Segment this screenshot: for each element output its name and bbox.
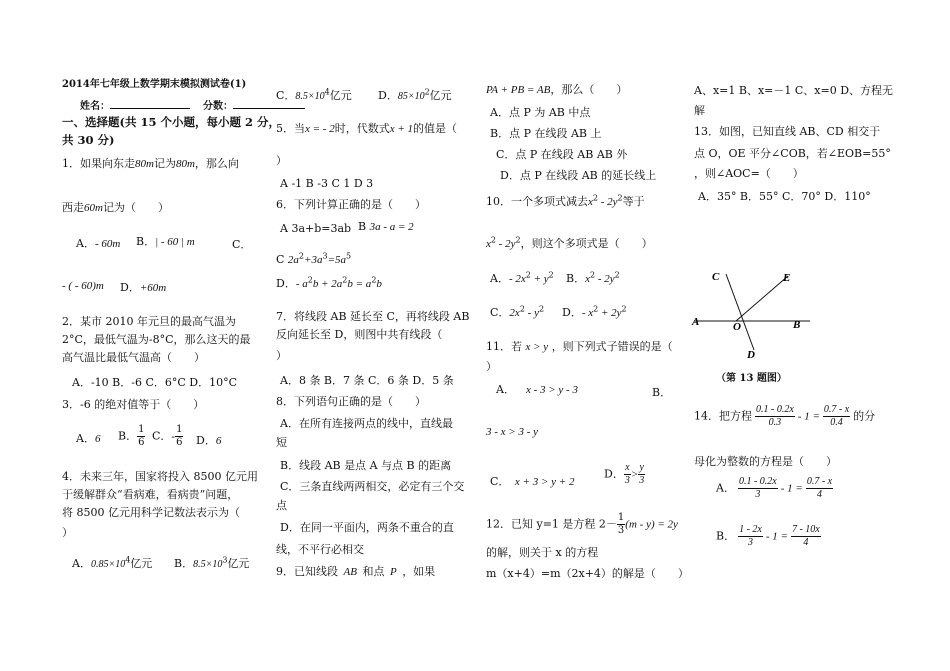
q2-line3: 高气温比最低气温高（ ） [62, 351, 205, 364]
q4-option-d[interactable]: D．$85\times 10^2$亿元 [378, 87, 452, 102]
q14-stem: 14．把方程 $\frac{0.1 - 0.2x}{0.3}$ - 1 = $\frac{0.7 - x}{0.4}$ 的分 [694, 404, 876, 428]
q11-d-fraction-right: $\frac{y}{3}$ [639, 462, 645, 486]
section-title: 一、选择题(共 15 个小题，每小题 2 分， [62, 115, 280, 129]
q12-options[interactable]: A、x=1 B、x=－1 C、x=0 D、方程无 [694, 84, 894, 97]
q1-option-d[interactable]: D．+60m [120, 281, 167, 294]
q13-line1: 13．如图，已知直线 AB、CD 相交于 [694, 125, 881, 138]
point-b-label: B [793, 319, 801, 331]
q8-option-b[interactable]: B．线段 AB 是点 A 与点 B 的距离 [280, 459, 452, 472]
q7-line3: ） [276, 349, 287, 362]
q7-line2: 反向延长至 D，则图中共有线段（ [276, 328, 443, 341]
line-cd [726, 274, 754, 350]
q10-option-a[interactable]: A．- $2x^2 + y^2$ [490, 270, 554, 285]
q1-line1: 1．如果向东走80m记为80m，那么向 [62, 157, 239, 170]
q13-figure [690, 262, 820, 370]
q11-option-c[interactable]: C． x + 3 > y + 2 [490, 475, 575, 488]
name-score-line [80, 98, 305, 114]
point-o-label: O [733, 321, 741, 333]
q1-option-a[interactable]: A．- 60m [76, 237, 121, 250]
score-label: 分数： [202, 101, 233, 112]
q14-fraction-right: $\frac{0.7 - x}{0.4}$ [823, 404, 850, 428]
q13-line3: ，则∠AOC=（ ） [694, 167, 804, 180]
point-d-label: D [747, 349, 755, 361]
q8-option-c[interactable]: C．三条直线两两相交，必定有三个交 [280, 480, 465, 493]
name-label: 姓名： [80, 101, 110, 112]
q6-stem: 6．下列计算正确的是（ ） [276, 198, 426, 211]
q2-line2: 2°C，最低气温为-8°C，那么这天的最 [62, 333, 251, 346]
q3-stem: 3．-6 的绝对值等于（ ） [62, 398, 205, 411]
q14-line2: 母化为整数的方程是（ ） [694, 455, 837, 468]
q4-option-a[interactable]: A．$0.85\times 10^4$亿元 [72, 555, 153, 570]
q6-option-b[interactable]: B 3a - a = 2 [358, 220, 414, 233]
q10-line2: $x^2 - 2y^2$，则这个多项式是（ ） [486, 235, 653, 250]
q1-line2: 西走60m记为（ ） [62, 201, 169, 214]
q13-figure-caption: （第 13 题图） [716, 373, 787, 384]
q12-fraction: $\frac{1}{3}$ [617, 512, 625, 536]
q4-line3: 将 8500 亿元用科学记数法表示为（ [62, 506, 240, 519]
q3-option-c[interactable]: C．- $\frac{1}{6}$ [152, 424, 183, 448]
q4-option-c[interactable]: C．$8.5\times 10^4$亿元 [276, 87, 352, 102]
q13-line2: 点 O，OE 平分∠COB，若∠EOB=55° [694, 147, 891, 160]
q1-option-c-value: - ( - 60)m [62, 280, 104, 292]
exam-title: 2014年七年级上数学期末模拟测试卷(1) [62, 79, 247, 90]
q4-line4: ） [62, 526, 73, 539]
q11-option-d[interactable]: D． $\frac{x}{3}$ > $\frac{y}{3}$ [604, 462, 645, 486]
section-title-cont: 共 30 分) [62, 133, 115, 147]
q6-option-c[interactable]: C $2a^2+3a^3=5a^5$ [276, 251, 352, 266]
q3-option-a[interactable]: A．6 [76, 432, 101, 445]
q8-option-a[interactable]: A．在所有连接两点的线中，直线最 [280, 417, 453, 430]
q11-option-b-value: 3 - x > 3 - y [486, 426, 539, 438]
q9-option-b[interactable]: B．点 P 在线段 AB 上 [490, 127, 602, 140]
q11-option-a[interactable]: A． x - 3 > y - 3 [496, 383, 578, 396]
q9-option-a[interactable]: A．点 P 为 AB 中点 [490, 106, 591, 119]
ray-oe [736, 276, 788, 321]
q4-line2: 于缓解群众“看病难，看病贵”问题， [62, 488, 239, 501]
q12-line3: m（x+4）=m（2x+4）的解是（ ） [486, 567, 689, 580]
q3-option-d[interactable]: D．6 [196, 434, 222, 447]
q8-option-d[interactable]: D．在同一平面内，两条不重合的直 [280, 521, 454, 534]
q8-option-a-cont: 短 [276, 436, 287, 449]
q8-stem: 8．下列语句正确的是（ ） [276, 395, 426, 408]
q10-option-d[interactable]: D．- $x^2 + 2y^2$ [562, 304, 627, 319]
q8-option-d-cont: 线，不平行必相交 [276, 543, 364, 556]
q2-line1: 2．某市 2010 年元旦的最高气温为 [62, 315, 236, 328]
q3-option-b[interactable]: B． $\frac{1}{6}$ [118, 424, 145, 448]
q2-options[interactable]: A．-10 B．-6 C．6°C D．10°C [72, 376, 238, 389]
q1-option-b[interactable]: B．| - 60 | m [136, 235, 195, 248]
q9-condition: PA + PB = AB，那么（ ） [486, 83, 628, 96]
q3-b-fraction: $\frac{1}{6}$ [138, 424, 145, 448]
point-c-label: C [712, 271, 720, 283]
q9-option-c[interactable]: C．点 P 在线段 AB AB 外 [496, 148, 628, 161]
q11-option-b-label[interactable]: B． [652, 386, 672, 399]
q11-d-fraction-left: $\frac{x}{3}$ [624, 462, 630, 486]
q1-option-c-label[interactable]: C． [232, 238, 252, 251]
name-blank[interactable] [110, 98, 190, 109]
q14-option-b[interactable]: B． $\frac{1 - 2x}{3}$ - 1 = $\frac{7 - 10x}{4}$ [716, 524, 820, 548]
q10-option-c[interactable]: C．$2x^2 - y^2$ [490, 304, 545, 319]
q13-options[interactable]: A．35° B．55° C．70° D．110° [698, 190, 871, 203]
q7-line1: 7．将线段 AB 延长至 C，再将线段 AB [276, 310, 470, 323]
q6-option-d[interactable]: D．- $a^2b + 2a^2b = a^2b$ [276, 275, 382, 290]
q10-line1: 10．一个多项式减去$x^2 - 2y^2$等于 [486, 193, 645, 208]
point-e-label: E [783, 272, 791, 284]
q12-line1: 12．已知 y=1 是方程 2－ $\frac{1}{3}$ (m - y) = 2y [486, 512, 678, 536]
q12-options-cont: 解 [694, 104, 705, 117]
q14-option-a[interactable]: A． $\frac{0.1 - 0.2x}{3}$ - 1 = $\frac{0.7 - x}{4}$ [716, 476, 833, 500]
q4-line1: 4．未来三年，国家将投入 8500 亿元用 [62, 470, 258, 483]
q10-option-b[interactable]: B．$x^2 - 2y^2$ [566, 270, 620, 285]
q8-option-c-cont: 点 [276, 499, 287, 512]
q3-c-fraction: $\frac{1}{6}$ [176, 424, 183, 448]
q4-option-b[interactable]: B．$8.5\times 10^3$亿元 [174, 555, 250, 570]
q14-fraction-left: $\frac{0.1 - 0.2x}{0.3}$ [756, 404, 794, 428]
q5-stem: 5．当x = - 2时，代数式x + 1的值是（ [276, 122, 458, 135]
q11-stem: 11．若 x > y ，则下列式子错误的是（ [486, 340, 673, 353]
q12-line2: 的解，则关于 x 的方程 [486, 546, 599, 559]
q9-option-d[interactable]: D．点 P 在线段 AB 的延长线上 [500, 169, 657, 182]
q11-stem-close: ） [486, 360, 497, 373]
q5-options[interactable]: A -1 B -3 C 1 D 3 [280, 177, 374, 190]
q6-option-a[interactable]: A 3a+b=3ab [280, 222, 352, 235]
q7-options[interactable]: A．8 条 B．7 条 C．6 条 D．5 条 [280, 374, 454, 387]
q5-stem-close: ） [276, 154, 287, 167]
point-a-label: A [692, 316, 700, 328]
q9-stem: 9．已知线段 AB 和点 P ，如果 [276, 565, 436, 578]
